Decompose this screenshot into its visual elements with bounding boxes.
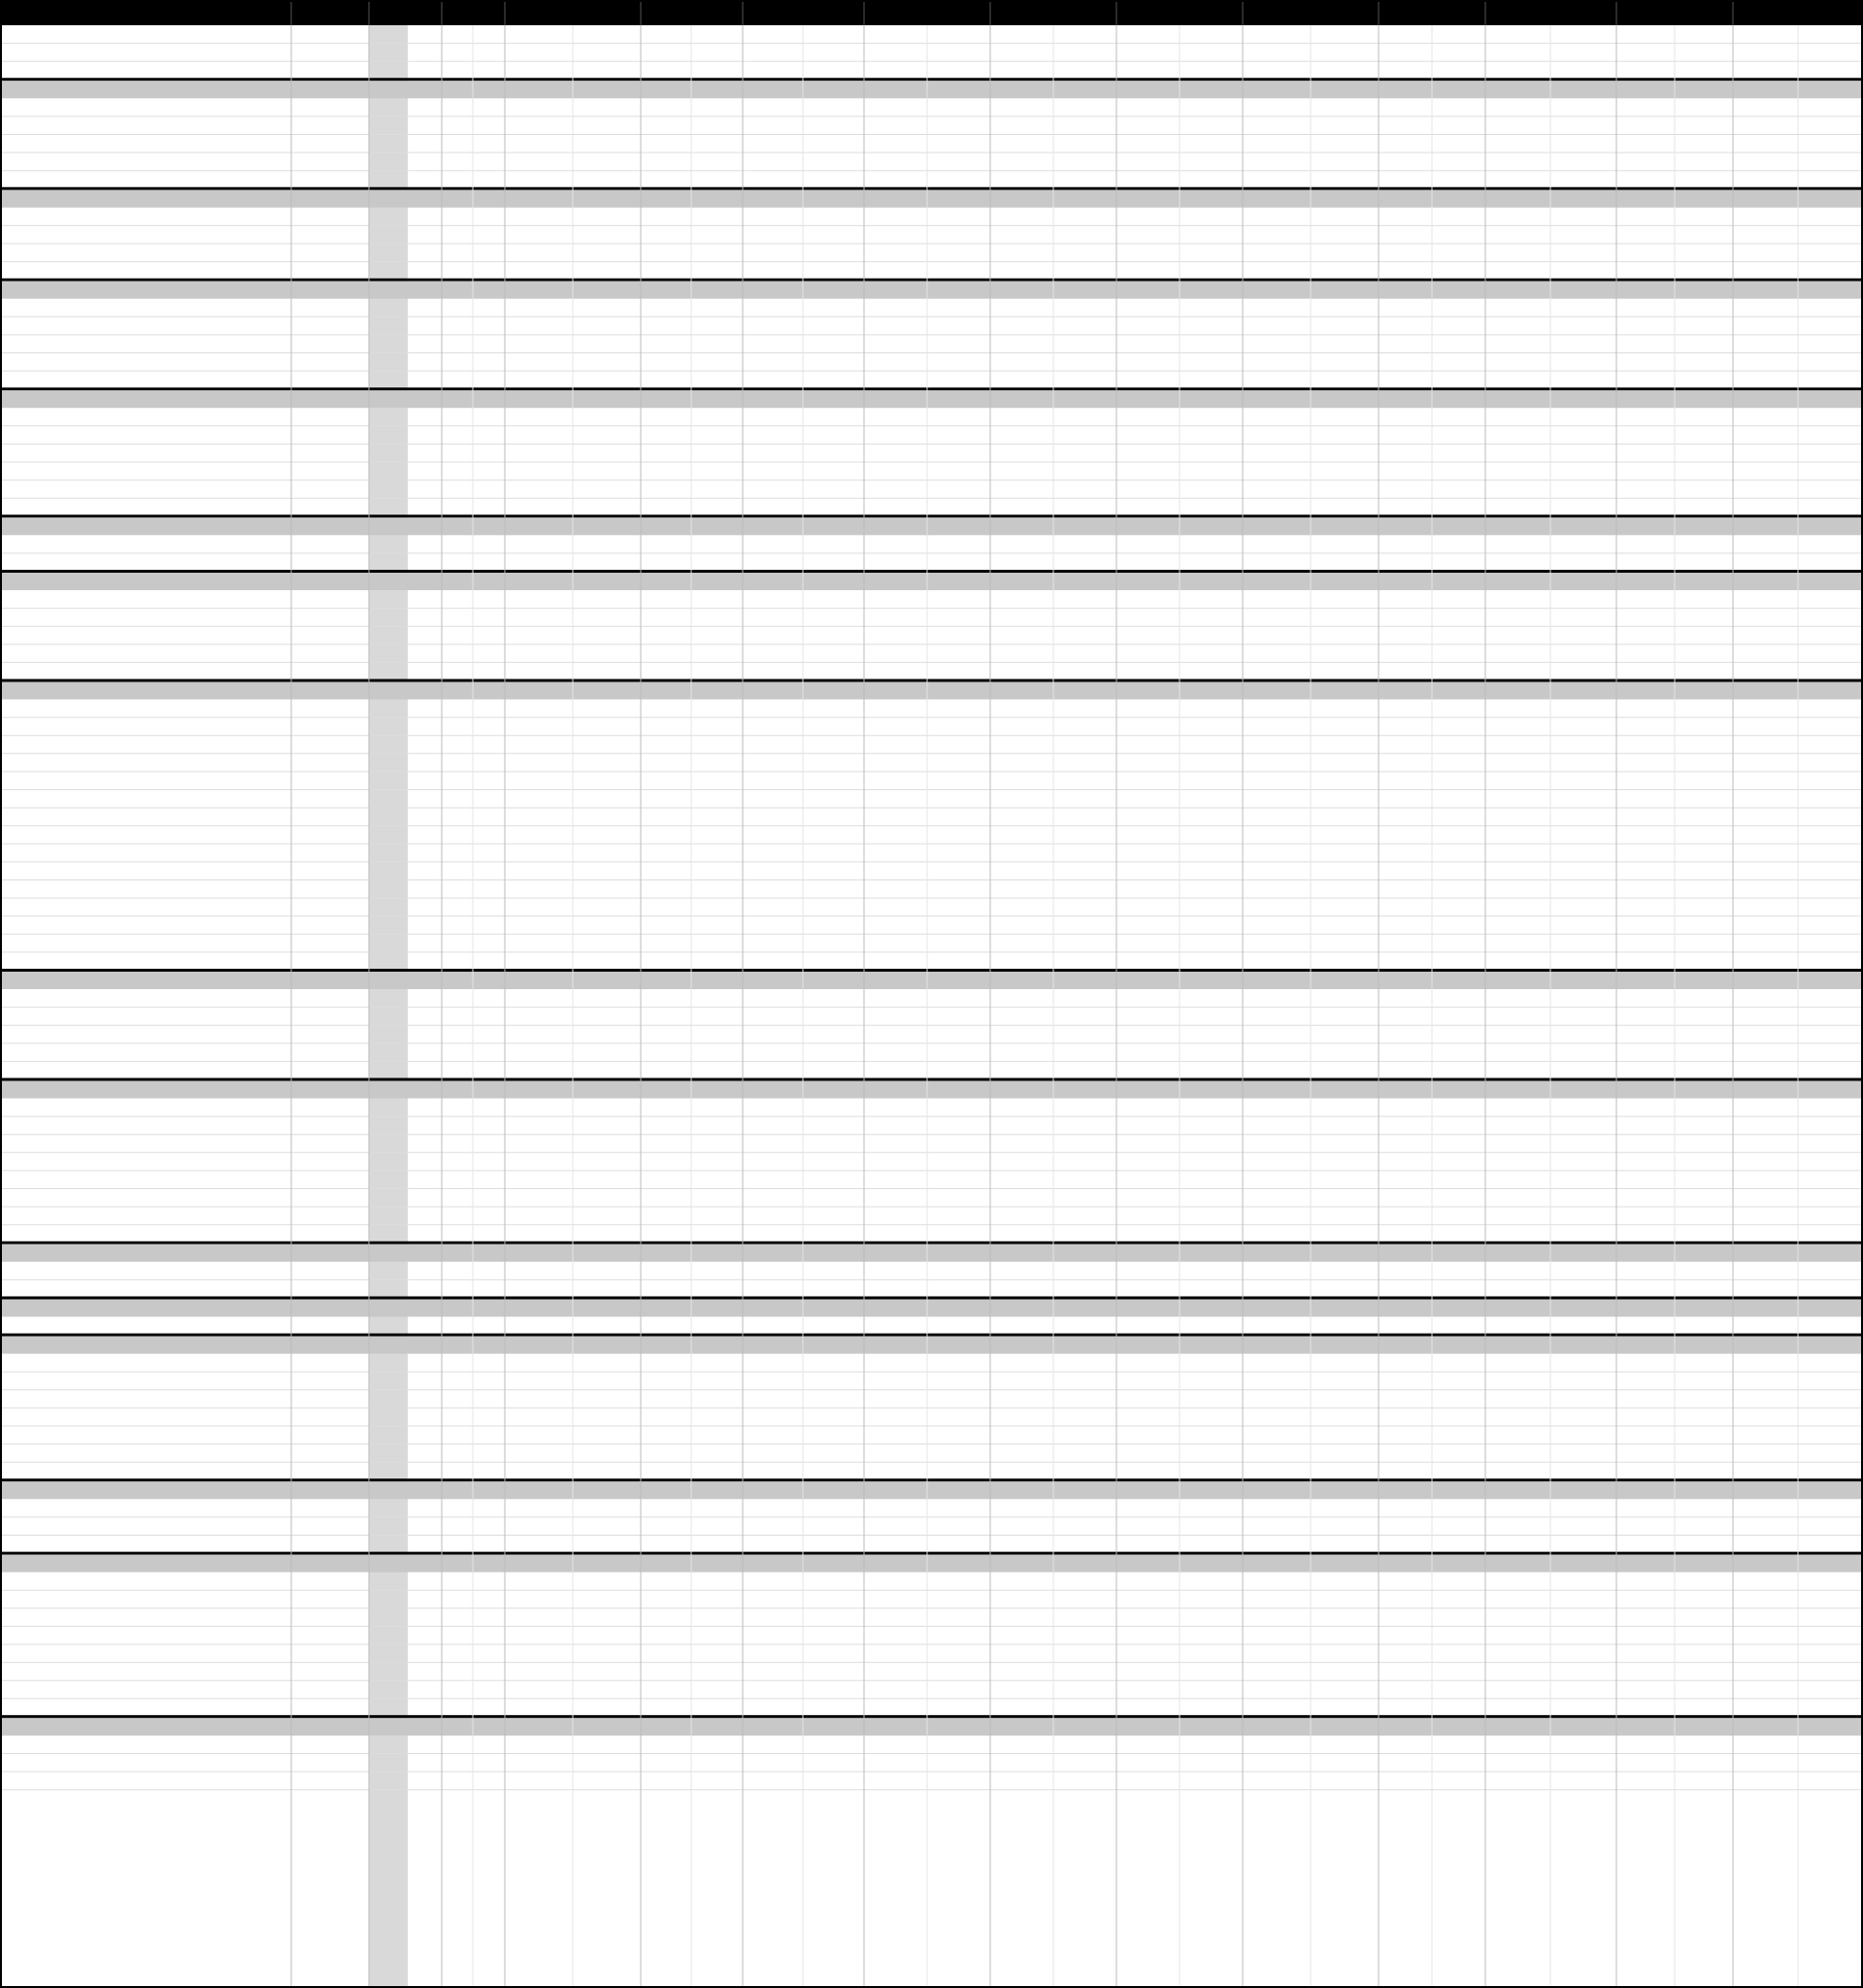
section-header (0, 190, 1863, 208)
section-header (0, 1718, 1863, 1736)
section-header (0, 972, 1863, 989)
section-header (0, 81, 1863, 98)
section-header (0, 390, 1863, 408)
section-header (0, 1081, 1863, 1099)
section-header (0, 1244, 1863, 1262)
section-header (0, 1481, 1863, 1499)
section-header (0, 1555, 1863, 1573)
highlight-column (369, 25, 408, 1988)
section-header (0, 517, 1863, 535)
header-bar (0, 0, 1863, 25)
section-header (0, 573, 1863, 590)
section-header (0, 682, 1863, 700)
section-header (0, 1337, 1863, 1354)
section-header (0, 1300, 1863, 1317)
section-header (0, 282, 1863, 299)
